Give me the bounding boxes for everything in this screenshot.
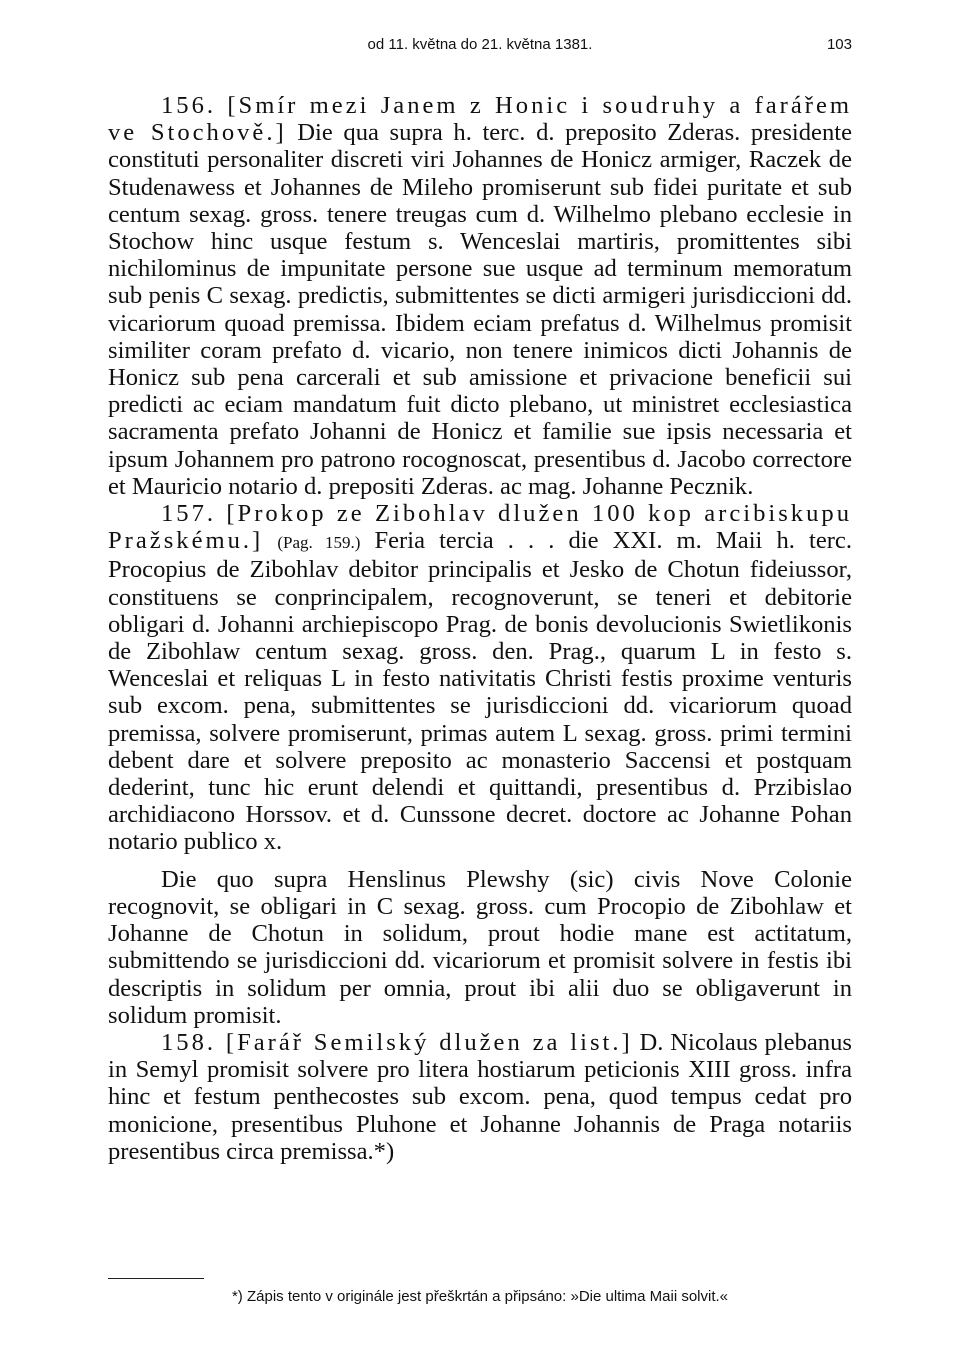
entry-157-continuation: [108, 866, 852, 1029]
running-title: od 11. května do 21. května 1381.: [367, 36, 593, 53]
page-number: 103: [826, 36, 852, 53]
footnote-divider: [108, 1278, 204, 1279]
entry-text: Die quo supra Henslinus Plewshy (sic) civis Nove Colonie recognovit, se obligari in C sexag. gross. cum Procopio de Zibohlaw et Johanne de Chotun in solidum, prout hodie mane est actitatum, submittendo se jurisdiccioni dd. vicariorum et promisit solvere in festis ibi descriptis in solidum per omnia, prout ibi alii duo se obligaverunt in solidum promisit.: [108, 865, 852, 1029]
entry-156: [108, 92, 852, 500]
entry-text: Feria tercia . . . die XXI. m. Maii h. terc. Procopius de Zibohlav debitor principalis et Jesko de Chotun fideiussor, constituens se conprincipalem, recognoverunt, se teneri et debitorie obligari d. Johanni archiepiscopo Prag. de bonis devolucionis Swietlikonis de Zibohlaw centum sexag. gross. den. Prag., quarum L in festo s. Wenceslai et reliquas L in festo nativitatis Christi festis proxime venturis sub excom. pena, submittentes se jurisdiccioni dd. vicariorum quoad premissa, solvere promiserunt, primas autem L sexag. gross. primi termini debent dare et solvere preposito ac monasterio Saccensi et postquam dederint, tunc hic erunt delendi et quittandi, presentibus d. Przibislao archidiacono Horssov. et d. Cunssone decret. doctore ac Johanne Pohan notario publico x.: [108, 527, 852, 856]
main-text: [108, 92, 852, 1165]
entry-heading: 158. [Farář Semilský dlužen za list.]: [161, 1028, 633, 1056]
footnote: *) Zápis tento v originále jest přeškrtán a připsáno: »Die ultima Maii solvit.«: [231, 1288, 729, 1305]
entry-heading: 156. [Smír mezi Janem z Honic i soudruhy a farářem ve Stochově.]: [108, 92, 852, 147]
entry-text: D. Nicolaus plebanus in Semyl promisit solvere pro litera hostiarum peticionis XIII gross. infra hinc et festum penthecostes sub excom. pena, quod tempus cedat pro monicione, presentibus Pluhone et Johanne Johannis de Praga notariis presentibus circa premissa.*): [108, 1028, 852, 1165]
entry-157: [108, 500, 852, 856]
entry-158: [108, 1029, 852, 1165]
page-header: [108, 36, 852, 60]
page-reference: (Pag. 159.): [277, 533, 361, 553]
entry-text: Die qua supra h. terc. d. preposito Zderas. presidente constituti personaliter discreti viri Johannes de Honicz armiger, Raczek de Studenawess et Johannes de Mileho promiserunt sub fidei puritate et sub centum sexag. gross. tenere treugas cum d. Wilhelmo plebano ecclesie in Stochow hinc usque festum s. Wenceslai martiris, promittentes sibi nichilominus de impunitate persone sue usque ad terminum memoratum sub penis C sexag. predictis, submittentes se dicti armigeri jurisdiccioni dd. vicariorum quoad premissa. Ibidem eciam prefatus d. Wilhelmus promisit similiter coram prefato d. vicario, non tenere inimicos dicti Johannis de Honicz sub pena carcerali et sub amissione et privacione beneficii sui predicti ac eciam mandatum fuit dicto plebano, ut ministret ecclesiastica sacramenta prefato Johanni de Honicz et familie sue ipsis necessaria et ipsum Johannem pro patrono rocognoscat, presentibus d. Jacobo correctore et Mauricio notario d. prepositi Zderas. ac mag. Johanne Pecznik.: [108, 119, 852, 500]
entry-heading: 157. [Prokop ze Zibohlav dlužen 100 kop arcibiskupu Pražskému.]: [108, 500, 852, 555]
